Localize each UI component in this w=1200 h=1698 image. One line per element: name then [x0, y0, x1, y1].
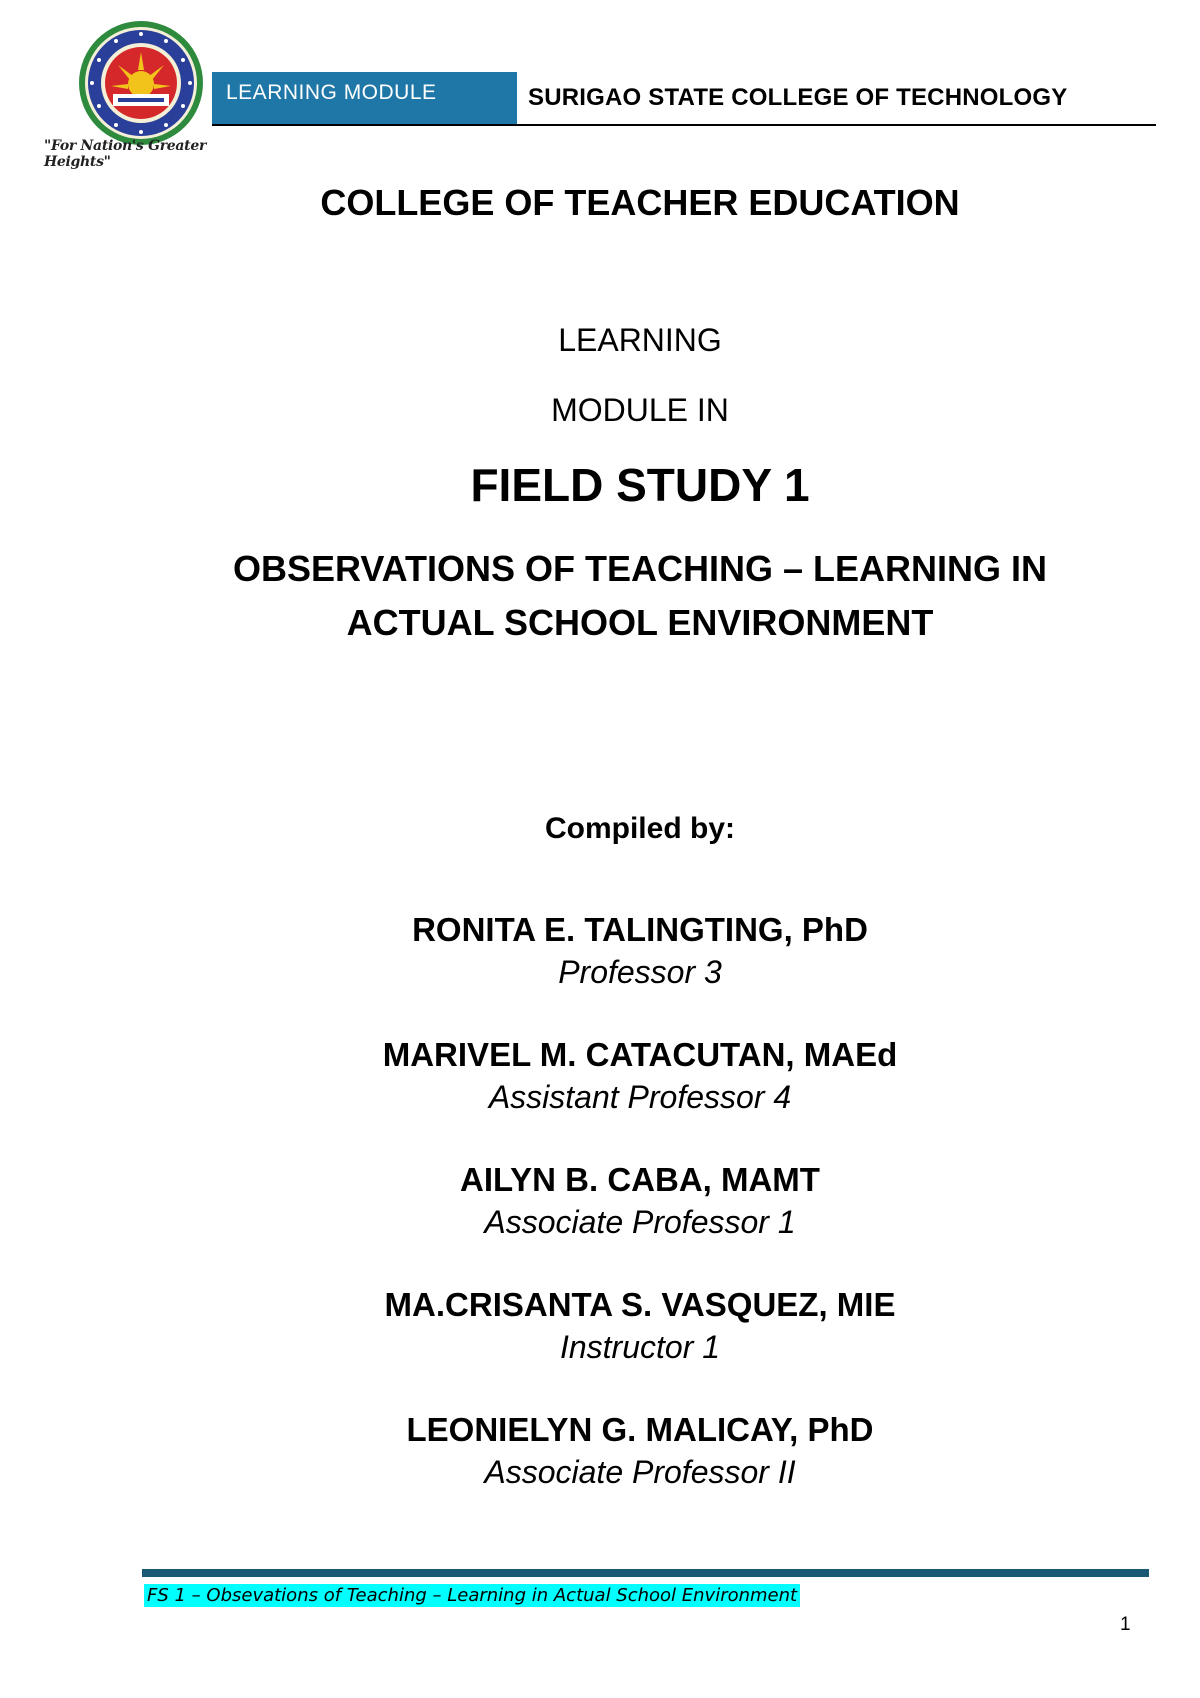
module-heading-line-1: LEARNING: [558, 322, 722, 358]
department-title: COLLEGE OF TEACHER EDUCATION: [320, 182, 960, 223]
header-divider: [212, 124, 1156, 126]
author-entry: [40, 1033, 1200, 1117]
subtitle-line-2: ACTUAL SCHOOL ENVIRONMENT: [346, 602, 934, 643]
author-position: Professor 3: [558, 954, 722, 990]
author-position: Associate Professor II: [484, 1454, 796, 1490]
author-position: Associate Professor 1: [484, 1204, 796, 1240]
author-entry: [40, 1408, 1200, 1492]
author-entry: [40, 1158, 1200, 1242]
author-name: RONITA E. TALINGTING, PhD: [412, 911, 868, 948]
module-heading-line-2: MODULE IN: [551, 392, 729, 428]
author-position: Instructor 1: [559, 1329, 721, 1365]
subtitle-line-1: OBSERVATIONS OF TEACHING – LEARNING IN: [232, 548, 1048, 589]
author-name: LEONIELYN G. MALICAY, PhD: [406, 1411, 874, 1448]
author-name: AILYN B. CABA, MAMT: [460, 1161, 820, 1198]
author-entry: [40, 908, 1200, 992]
footer-running-title: FS 1 – Obsevations of Teaching – Learning in Actual School Environment: [144, 1584, 800, 1607]
author-name: MARIVEL M. CATACUTAN, MAEd: [382, 1036, 898, 1073]
module-subtitle: [40, 542, 1200, 650]
college-motto: "For Nation's Greater Heights": [44, 138, 207, 170]
author-name: MA.CRISANTA S. VASQUEZ, MIE: [384, 1286, 896, 1323]
college-seal-icon: [78, 20, 204, 146]
author-position: Assistant Professor 4: [488, 1079, 792, 1115]
compiled-by-label: Compiled by:: [544, 812, 735, 845]
college-name: SURIGAO STATE COLLEGE OF TECHNOLOGY: [528, 84, 1068, 111]
author-entry: [40, 1283, 1200, 1367]
page-number: 1: [1120, 1614, 1131, 1635]
footer-divider: [142, 1569, 1149, 1577]
subject-title: FIELD STUDY 1: [470, 459, 810, 511]
learning-module-tag: LEARNING MODULE: [212, 72, 517, 126]
